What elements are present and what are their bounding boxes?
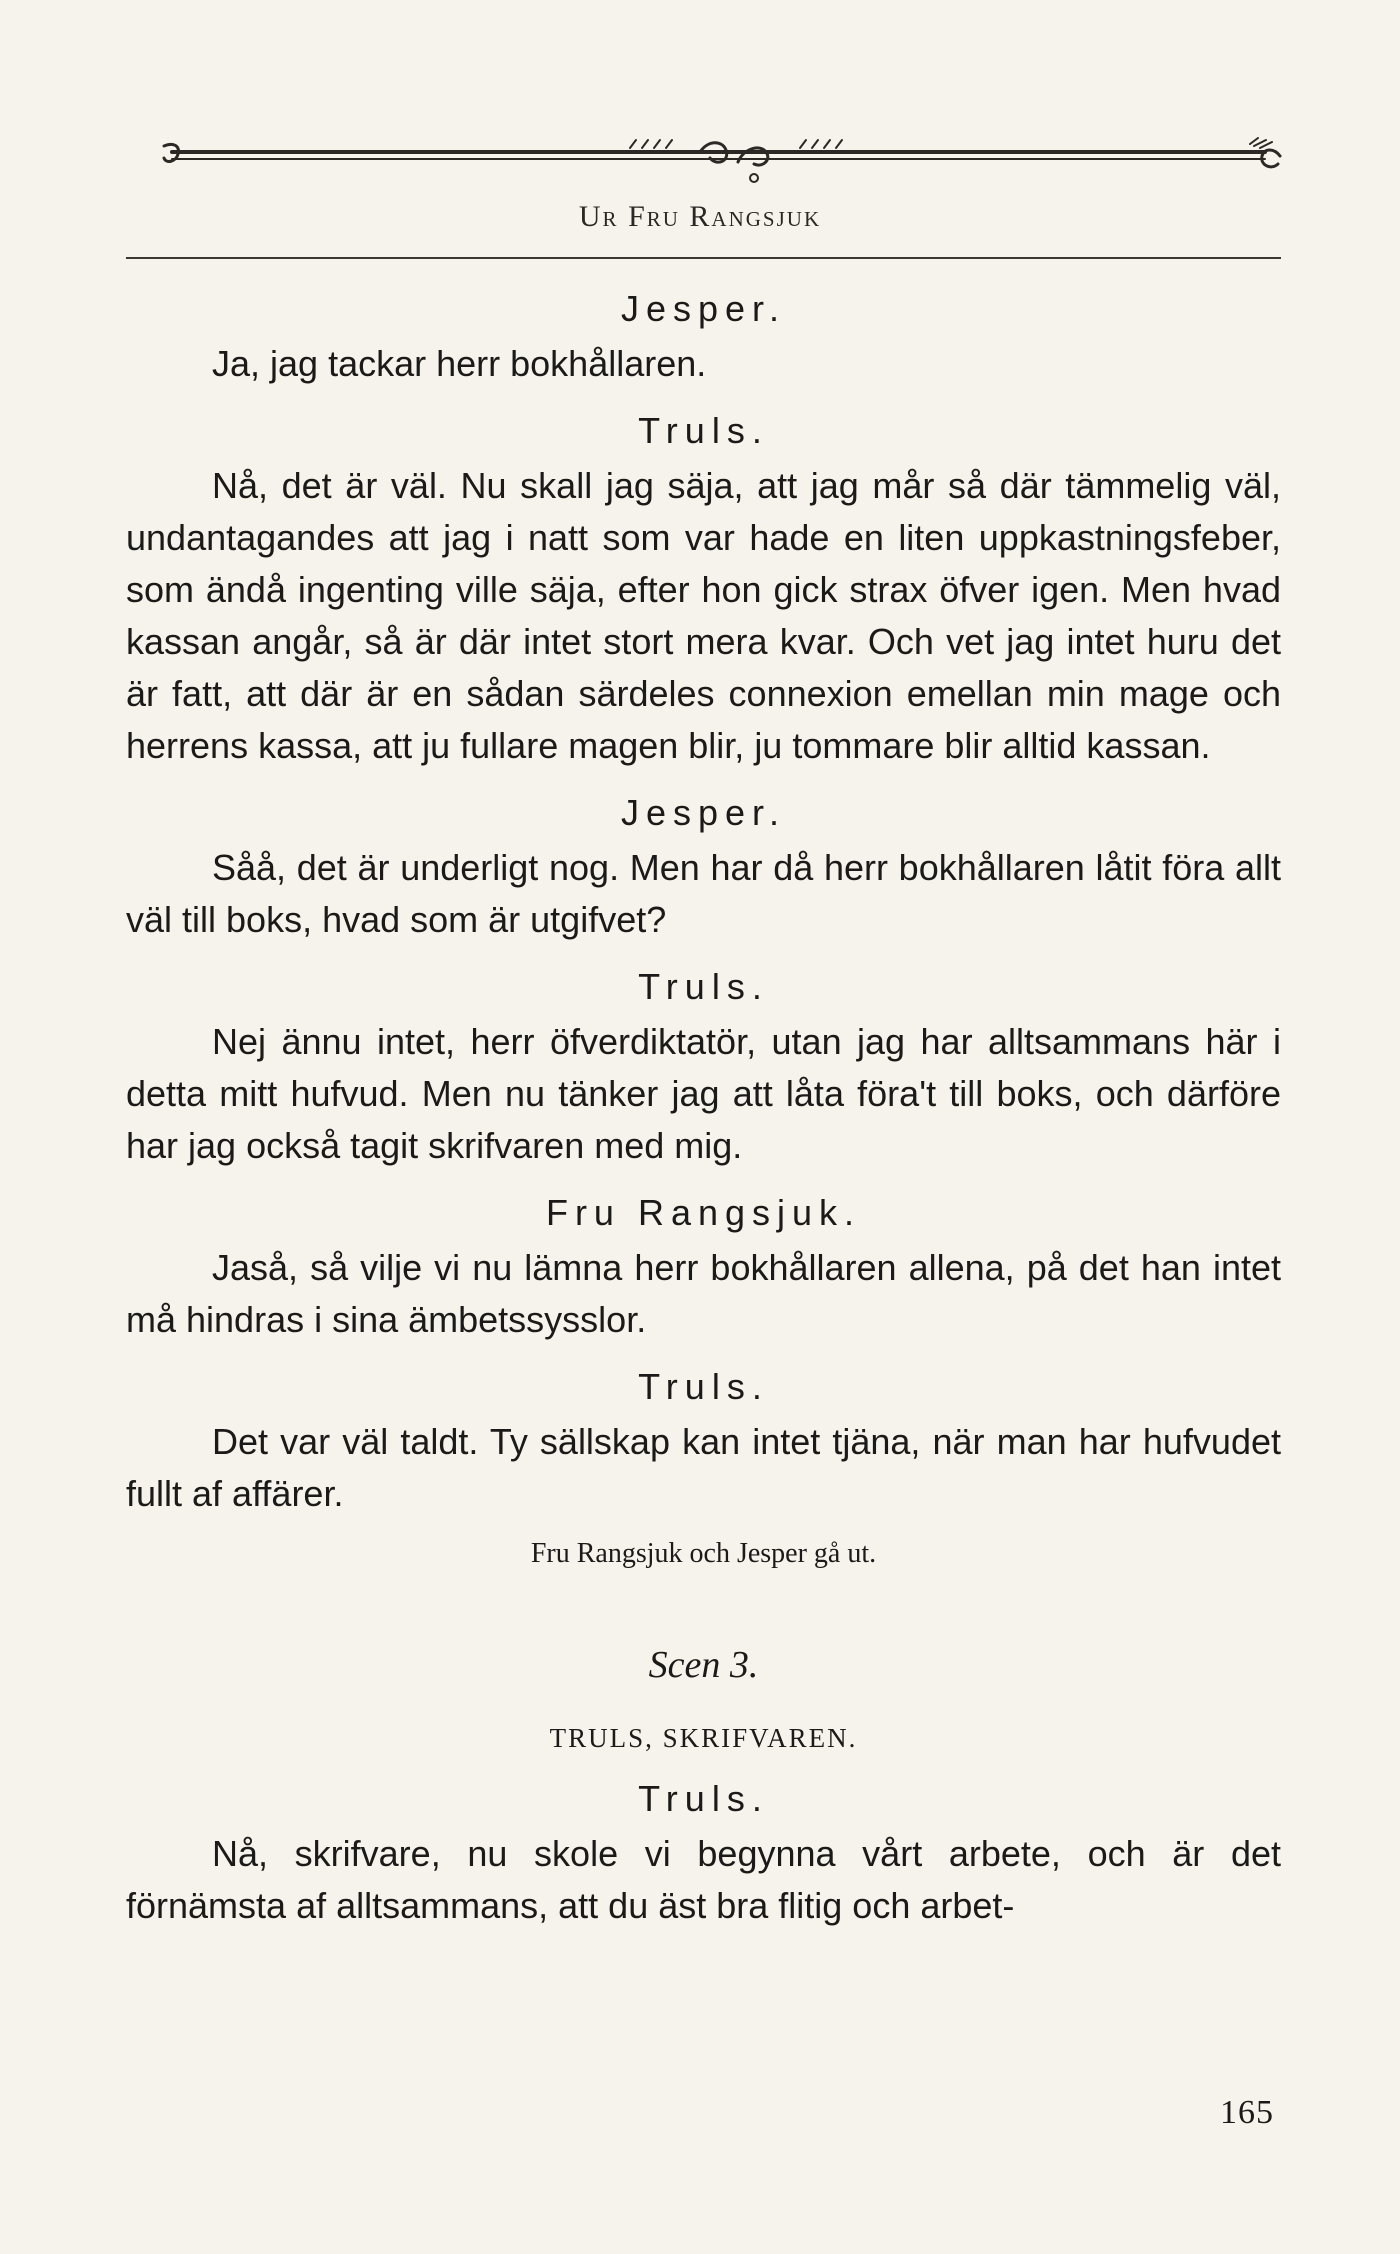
play-text [126, 280, 1281, 1932]
speaker-name: Truls. [638, 966, 769, 1007]
speaker-name: Jesper. [620, 792, 787, 833]
speech-paragraph: Såå, det är underligt nog. Men har då herr bokhållaren låtit föra allt väl till boks, hvad som är utgifvet? [126, 847, 1281, 940]
speech-paragraph: Ja, jag tackar herr bokhållaren. [212, 343, 707, 384]
page-number: 165 [1220, 2094, 1274, 2131]
speaker-name: Truls. [638, 1366, 769, 1407]
speech-paragraph: Nej ännu intet, herr öfverdiktatör, utan jag har alltsammans här i detta mitt hufvud. Men nu tänker jag att låta föra't till boks, och därföre har jag också tagit skrifvaren med mig. [126, 1021, 1281, 1166]
scene-heading: Scen 3. [648, 1644, 759, 1686]
header-ornament [160, 134, 1286, 194]
speech-paragraph: Nå, skrifvare, nu skole vi begynna vårt arbete, och är det förnämsta af alltsammans, att du äst bra flitig och arbet- [126, 1833, 1281, 1926]
speaker-name: Jesper. [620, 288, 787, 329]
speaker-name: Truls. [638, 410, 769, 451]
stage-direction: Fru Rangsjuk och Jesper gå ut. [530, 1538, 877, 1569]
speaker-name: Truls. [638, 1778, 769, 1819]
speech-paragraph: Nå, det är väl. Nu skall jag säja, att jag mår så där tämmelig väl, undantagandes att jag i natt som var hade en liten uppkastningsfeber, som ändå ingenting ville säja, efter hon gick strax öfver igen. Men hvad kassan angår, så är där intet stort mera kvar. Och vet jag intet huru det är fatt, att där är en sådan särdeles connexion emellan min mage och herrens kassa, att ju fullare magen blir, ju tommare blir alltid kassan. [126, 465, 1281, 766]
speech-paragraph: Jaså, så vilje vi nu lämna herr bokhållaren allena, på det han intet må hindras i sina ämbetssysslor. [126, 1247, 1281, 1340]
speech-paragraph: Det var väl taldt. Ty sällskap kan intet tjäna, när man har hufvudet fullt af affärer. [126, 1421, 1281, 1514]
scene-cast: TRULS, SKRIFVAREN. [549, 1723, 858, 1753]
speaker-name: Fru Rangsjuk. [545, 1192, 862, 1233]
running-title: Ur Fru Rangsjuk [578, 200, 822, 233]
header-rule [126, 257, 1281, 259]
